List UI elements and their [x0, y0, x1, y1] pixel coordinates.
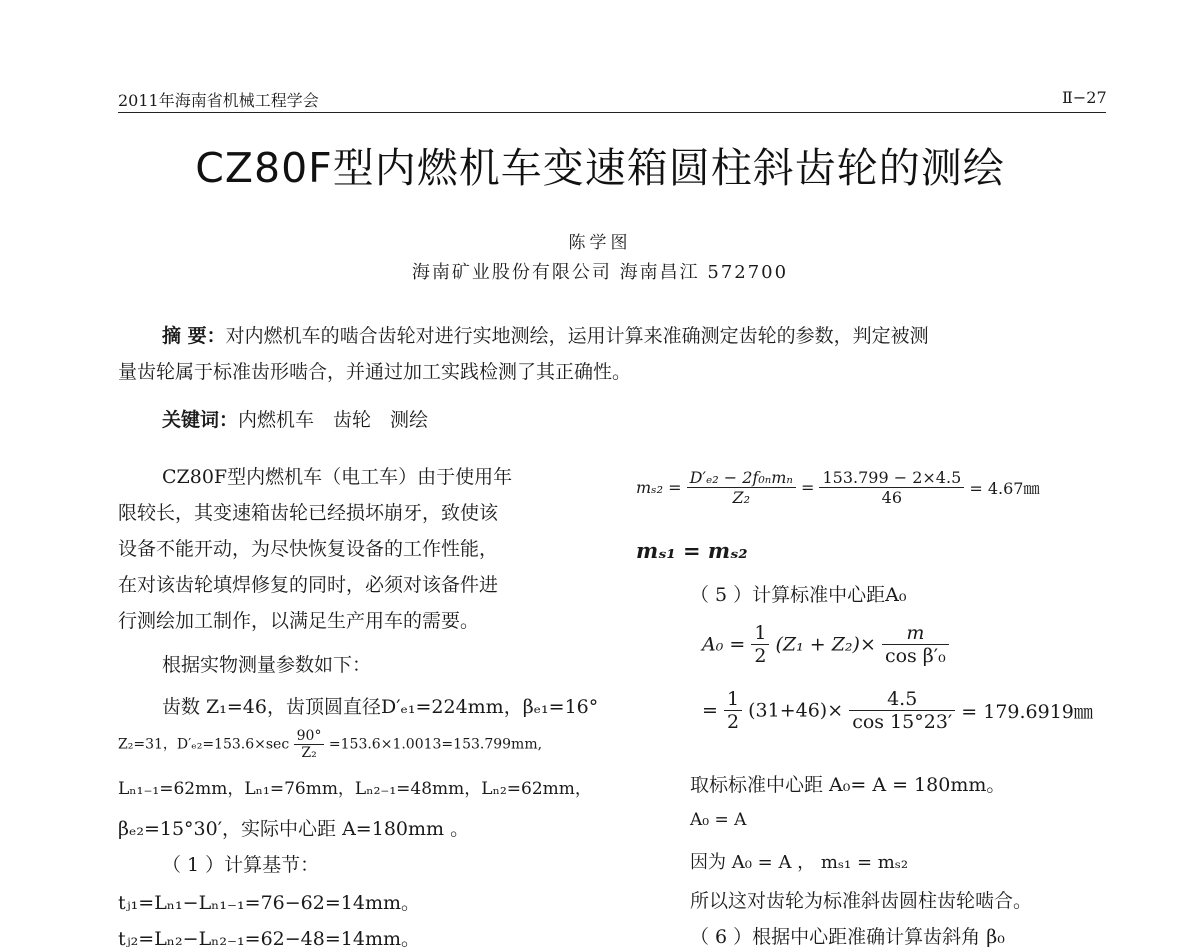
because-line: 因为 A₀ = A ， mₛ₁ = mₛ₂: [690, 852, 909, 873]
step-1-heading: （ 1 ）计算基节：: [162, 854, 320, 876]
z2-fraction: [294, 728, 325, 761]
calc-den: cos 15°23′: [852, 711, 953, 733]
ms2-fraction-1: [687, 468, 796, 507]
a0-lhs: A₀ =: [702, 633, 746, 656]
tj2-line: tⱼ₂=Lₙ₂−Lₙ₂₋₁=62−48=14mm。: [118, 928, 420, 950]
step-6-heading: （ 6 ）根据中心距准确计算齿斜角 β₀: [690, 926, 1005, 948]
calc-mid: (31+46)×: [748, 699, 844, 722]
a0-m-fraction: [882, 622, 949, 667]
keywords-label: 关键词：: [162, 409, 239, 431]
author-affiliation: 海南矿业股份有限公司 海南昌江 572700: [411, 262, 789, 283]
calc-half-num: 1: [724, 688, 742, 711]
a0-half-den: 2: [754, 645, 767, 667]
ms2-rhs: = 4.67㎜: [969, 479, 1040, 498]
body-line: 限较长，其变速箱齿轮已经损坏崩牙，致使该: [118, 502, 499, 524]
a0-equals-a: A₀ = A: [690, 810, 747, 830]
ms2-den-2: 46: [881, 488, 903, 507]
z2-param-line: [118, 728, 542, 761]
conclusion-line: 所以这对齿轮为标准斜齿圆柱齿轮啮合。: [690, 890, 1033, 912]
a0-half-num: 1: [751, 622, 769, 645]
a0-calculation: [702, 688, 1093, 733]
ms2-den-1: Z₂: [732, 488, 750, 507]
body-line: 在对该齿轮填焊修复的同时，必须对该备件进: [118, 574, 499, 596]
abstract-line-2: 量齿轮属于标准齿形啮合，并通过加工实践检测了其正确性。: [118, 361, 632, 383]
a0-mid: (Z₁ + Z₂)×: [775, 633, 876, 656]
z2-text-a: Z₂=31，D′ₑ₂=153.6×sec: [118, 736, 290, 753]
body-line: 根据实物测量参数如下：: [162, 654, 372, 676]
z2-fraction-num: 90°: [294, 728, 325, 745]
ms1-equals-ms2: mₛ₁ = mₛ₂: [636, 538, 748, 563]
equals-sign: =: [800, 478, 815, 497]
standard-center-distance: 取标标准中心距 A₀= A = 180mm。: [690, 774, 1006, 796]
body-line: CZ80F型内燃机车（电工车）由于使用年: [162, 466, 513, 488]
a0-m-den: cos β′₀: [884, 645, 946, 667]
calc-half-den: 2: [726, 711, 740, 733]
abstract: [118, 318, 1108, 390]
step-5-heading: （ 5 ）计算标准中心距A₀: [690, 584, 907, 606]
running-header-left: 2011年海南省机械工程学会: [118, 91, 319, 110]
keywords: [162, 402, 428, 438]
z2-text-b: =153.6×1.0013=153.799mm,: [328, 736, 543, 753]
tj1-line: tⱼ₁=Lₙ₁−Lₙ₁₋₁=76−62=14mm。: [118, 892, 420, 914]
header-rule: [118, 112, 1106, 113]
calc-eq: =: [702, 699, 718, 722]
author-name: 陈学图: [568, 233, 632, 253]
calc-num: 4.5: [849, 688, 955, 711]
calc-half: [724, 688, 742, 733]
z2-fraction-den: Z₂: [301, 745, 317, 761]
teeth-param-line: 齿数 Z₁=46，齿顶圆直径D′ₑ₁=224mm，βₑ₁=16°: [162, 696, 599, 718]
paper-title: CZ80F型内燃机车变速箱圆柱斜齿轮的测绘: [195, 144, 1005, 192]
ms2-num-1: D′ₑ₂ − 2f₀ₙmₙ: [687, 468, 796, 488]
a0-half: [751, 622, 769, 667]
body-line: 设备不能开动，为尽快恢复设备的工作性能，: [118, 538, 499, 560]
a0-m-num: m: [882, 622, 949, 645]
a0-formula: [702, 622, 949, 667]
l-param-line: Lₙ₁₋₁=62mm，Lₙ₁=76mm，Lₙ₂₋₁=48mm，Lₙ₂=62mm，: [118, 779, 592, 799]
page-number: Ⅱ−27: [1062, 88, 1107, 107]
abstract-line-1: 对内燃机车的啮合齿轮对进行实地测绘，运用计算来准确测定齿轮的参数，判定被测: [225, 325, 929, 347]
abstract-label: 摘 要：: [162, 325, 226, 347]
body-line: 行测绘加工制作，以满足生产用车的需要。: [118, 610, 480, 632]
calc-rhs: = 179.6919㎜: [961, 701, 1093, 723]
keywords-text: 内燃机车 齿轮 测绘: [238, 409, 429, 431]
ms2-equation: [636, 468, 1039, 507]
ms2-fraction-2: [819, 468, 964, 507]
calc-fraction: [849, 688, 955, 733]
ms2-num-2: 153.799 − 2×4.5: [819, 468, 964, 488]
ms2-lhs: mₛ₂ =: [636, 478, 682, 497]
beta-center-line: βₑ₂=15°30′，实际中心距 A=180mm 。: [118, 818, 470, 840]
